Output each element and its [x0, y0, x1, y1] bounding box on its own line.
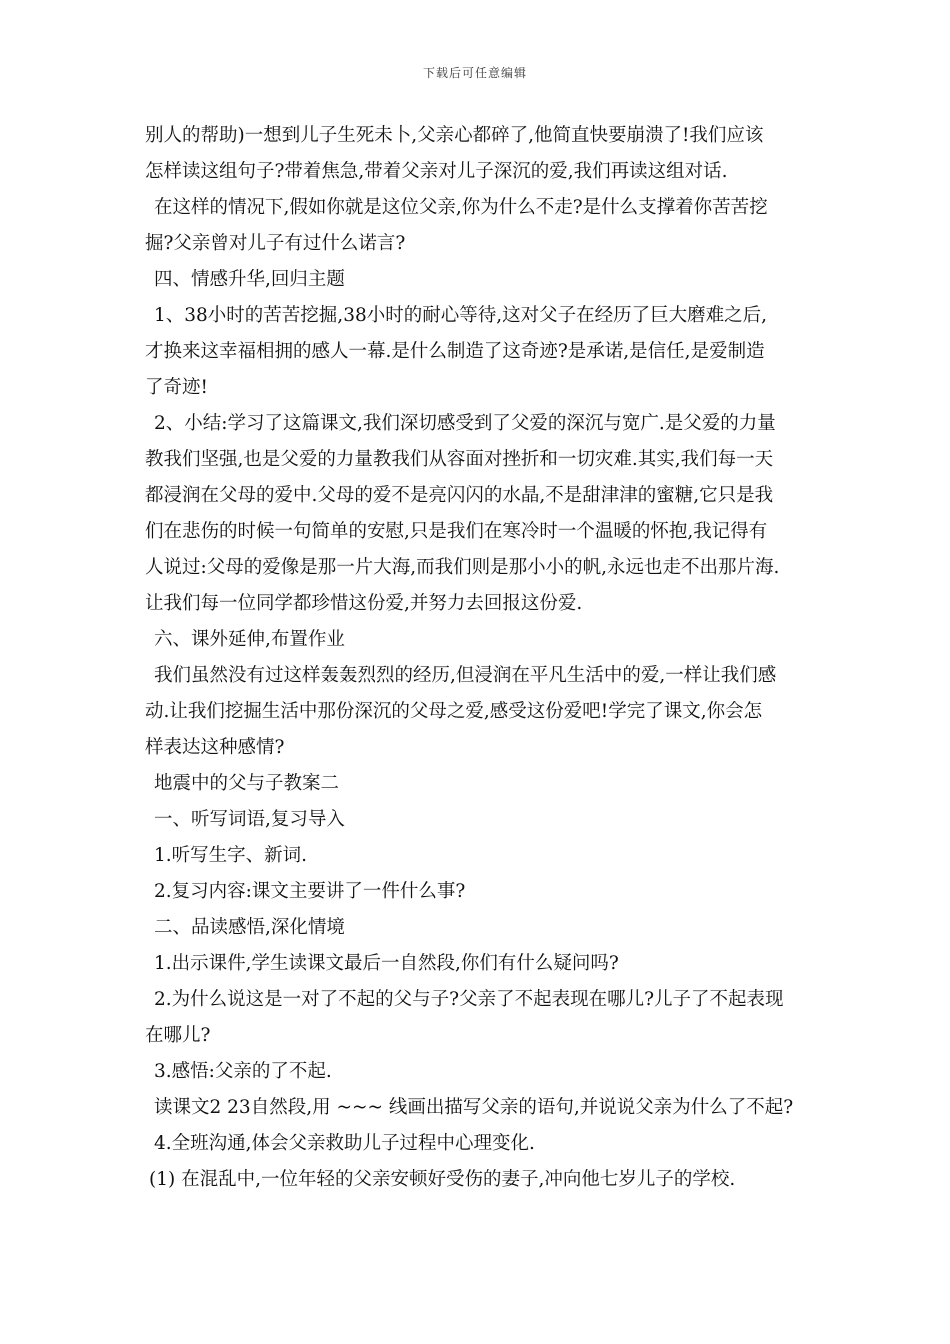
text-line: (1) 在混乱中,一位年轻的父亲安顿好受伤的妻子,冲向他七岁儿子的学校.: [149, 1169, 736, 1190]
text-line: 在这样的情况下,假如你就是这位父亲,你为什么不走?是什么支撑着你苦苦挖: [154, 197, 768, 218]
page-header: 下载后可任意编辑: [422, 66, 527, 80]
text-line: 样表达这种感情?: [145, 737, 285, 758]
text-line: 在哪儿?: [145, 1025, 211, 1046]
text-line: 人说过:父母的爱像是那一片大海,而我们则是那小小的帆,永远也走不出那片海.: [145, 557, 780, 578]
text-line: 们在悲伤的时候一句简单的安慰,只是我们在寒冷时一个温暖的怀抱,我记得有: [145, 521, 768, 542]
section-heading: 一、听写词语,复习导入: [154, 809, 345, 830]
section-heading: 二、品读感悟,深化情境: [154, 917, 345, 938]
text-line: 都浸润在父母的爱中.父母的爱不是亮闪闪的水晶,不是甜津津的蜜糖,它只是我: [145, 485, 774, 506]
section-heading: 四、情感升华,回归主题: [154, 269, 345, 290]
text-line: 别人的帮助)一想到儿子生死未卜,父亲心都碎了,他简直快要崩溃了!我们应该: [145, 125, 764, 146]
text-line: 掘?父亲曾对儿子有过什么诺言?: [145, 233, 406, 254]
text-line: 让我们每一位同学都珍惜这份爱,并努力去回报这份爱.: [145, 593, 583, 614]
text-line: 1、38小时的苦苦挖掘,38小时的耐心等待,这对父子在经历了巨大磨难之后,: [154, 305, 767, 326]
document-subtitle: 地震中的父与子教案二: [154, 773, 340, 794]
text-line: 2、小结:学习了这篇课文,我们深切感受到了父爱的深沉与宽广.是父爱的力量: [154, 413, 776, 434]
text-line: 教我们坚强,也是父爱的力量教我们从容面对挫折和一切灾难.其实,我们每一天: [145, 449, 774, 470]
document-body: [145, 118, 825, 1198]
text-line: 3.感悟:父亲的了不起.: [154, 1061, 332, 1082]
text-line: 我们虽然没有过这样轰轰烈烈的经历,但浸润在平凡生活中的爱,一样让我们感: [154, 665, 777, 686]
text-line: 2.复习内容:课文主要讲了一件什么事?: [154, 881, 466, 902]
text-line: 1.出示课件,学生读课文最后一自然段,你们有什么疑问吗?: [154, 953, 619, 974]
text-line: 读课文2 23自然段,用 ~~~ 线画出描写父亲的语句,并说说父亲为什么了不起?: [154, 1097, 794, 1118]
text-line: 了奇迹!: [145, 377, 208, 398]
text-line: 动.让我们挖掘生活中那份深沉的父母之爱,感受这份爱吧!学完了课文,你会怎: [145, 701, 763, 722]
text-line: 怎样读这组句子?带着焦急,带着父亲对儿子深沉的爱,我们再读这组对话.: [145, 161, 728, 182]
text-line: 2.为什么说这是一对了不起的父与子?父亲了不起表现在哪儿?儿子了不起表现: [154, 989, 784, 1010]
text-line: 才换来这幸福相拥的感人一幕.是什么制造了这奇迹?是承诺,是信任,是爱制造: [145, 341, 765, 362]
text-line: 1.听写生字、新词.: [154, 845, 308, 866]
section-heading: 六、课外延伸,布置作业: [154, 629, 345, 650]
text-line: 4.全班沟通,体会父亲救助儿子过程中心理变化.: [154, 1133, 535, 1154]
